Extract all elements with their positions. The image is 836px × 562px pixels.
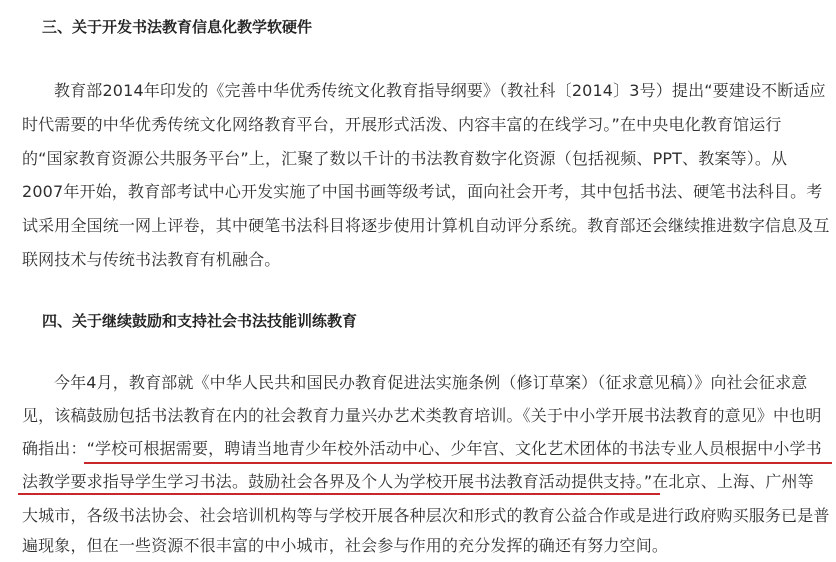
section-3-paragraph-line: 试采用全国统一网上评卷，其中硬笔书法科目将逐步使用计算机自动评分系统。教育部还会继续推进数字信息及互 bbox=[22, 216, 830, 235]
section-4-paragraph-line: 法教学要求指导学生学习书法。鼓励社会各界及个人为学校开展书法教育活动提供支持。”在北京、上海、广州等 bbox=[22, 472, 814, 491]
section-4-paragraph-line: 大城市，各级书法协会、社会培训机构等与学校开展各种层次和形式的教育公益合作或是进行政府购买服务已是普 bbox=[22, 506, 830, 525]
highlight-underline bbox=[18, 493, 660, 495]
section-3-paragraph-line: 教育部2014年印发的《完善中华优秀传统文化教育指导纲要》（教社科〔2014〕3号）提出“要建设不断适应 bbox=[54, 81, 826, 100]
section-3-paragraph-line: 联网技术与传统书法教育有机融合。 bbox=[22, 250, 281, 269]
section-3-paragraph-line: 时代需要的中华优秀传统文化网络教育平台，开展形式活泼、内容丰富的在线学习。”在中央电化教育馆运行 bbox=[22, 115, 782, 134]
section-4-paragraph-line: 确指出：“学校可根据需要，聘请当地青少年校外活动中心、少年宫、文化艺术团体的书法专业人员根据中小学书 bbox=[22, 439, 822, 458]
section-3-heading: 三、关于开发书法教育信息化教学软硬件 bbox=[42, 18, 313, 36]
section-4-paragraph-line: 遍现象，但在一些资源不很丰富的中小城市，社会参与作用的充分发挥的确还有努力空间。 bbox=[22, 536, 669, 555]
section-4-paragraph-line: 今年4月，教育部就《中华人民共和国民办教育促进法实施条例（修订草案）（征求意见稿）》向社会征求意 bbox=[54, 373, 808, 392]
section-4-heading: 四、关于继续鼓励和支持社会书法技能训练教育 bbox=[42, 312, 358, 330]
section-4-paragraph-line: 见，该稿鼓励包括书法教育在内的社会教育力量兴办艺术类教育培训。《关于中小学开展书法教育的意见》中也明 bbox=[22, 406, 822, 425]
section-3-paragraph-line: 的“国家教育资源公共服务平台”上，汇聚了数以千计的书法教育数字化资源（包括视频、PPT、教案等）。从 bbox=[22, 149, 788, 168]
highlight-underline bbox=[84, 462, 832, 464]
section-3-paragraph-line: 2007年开始，教育部考试中心开发实施了中国书画等级考试，面向社会开考，其中包括书法、硬笔书法科目。考 bbox=[22, 182, 823, 201]
